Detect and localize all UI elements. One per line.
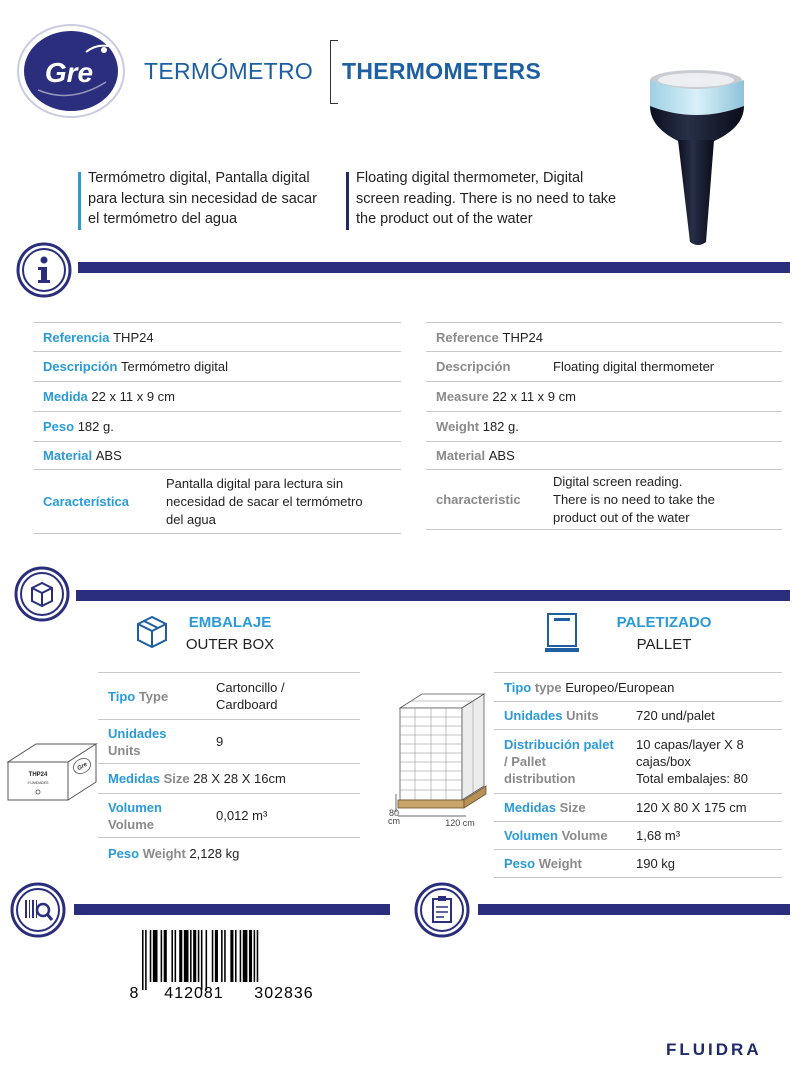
spec-value: Floating digital thermometer: [553, 359, 715, 374]
barcode-bar: [230, 930, 233, 982]
pallet-row-peso: [494, 850, 782, 878]
spec-row-referencia: [33, 322, 401, 352]
box-row-volumen: [98, 794, 360, 838]
box-value-line: Cartoncillo /: [216, 680, 285, 695]
box-label: [108, 799, 216, 833]
box-label-es: Peso: [108, 845, 140, 861]
intro-es-line: el termómetro del agua: [88, 211, 238, 227]
barcode-bars: [142, 930, 258, 990]
barcode-bar: [212, 930, 214, 982]
intro-en-line: the product out of the water: [356, 211, 533, 227]
pallet-value-line: 10 capas/layer X 8: [636, 737, 744, 752]
pallet-value: [636, 736, 748, 787]
barcode-bar: [198, 930, 200, 982]
intro-es-line: Termómetro digital, Pantalla digital: [88, 170, 310, 186]
spec-row-description: [426, 352, 782, 382]
barcode-bar: [171, 930, 173, 982]
barcode-bar: [257, 930, 259, 982]
barcode-bar: [249, 930, 252, 982]
notes-section-bar: [478, 904, 790, 915]
barcode-bar: [179, 930, 182, 982]
outer-box-units-label: 9 UNIDADES: [27, 781, 49, 785]
outer-box-title: [160, 612, 300, 656]
barcode-bar: [235, 930, 237, 982]
specs-en-table: [426, 322, 782, 530]
pallet-label-es: Unidades: [504, 708, 563, 723]
box-label-en: Size: [163, 771, 190, 786]
box-value-line: Cardboard: [216, 697, 278, 712]
pallet-label-en: Units: [566, 708, 599, 723]
barcode-bar: [206, 930, 208, 990]
spec-value: THP24: [502, 329, 543, 345]
spec-value: ABS: [95, 448, 122, 463]
box-value: 9: [216, 734, 224, 749]
pallet-row-tipo: [494, 672, 782, 702]
spec-value: 22 x 11 x 9 cm: [492, 389, 576, 404]
ean13-barcode: [128, 928, 338, 1002]
barcode-bar: [243, 930, 248, 982]
pallet-value: 1,68 m³: [636, 828, 681, 843]
pallet-label: [504, 855, 636, 872]
barcode-bar: [145, 930, 147, 990]
pallet-title-en: PALLET: [636, 636, 692, 653]
barcode-bar: [175, 930, 177, 982]
spec-row-weight: [426, 412, 782, 442]
pallet-label-en: distribution: [504, 771, 576, 786]
spec-label: characteristic: [436, 492, 521, 507]
barcode-bar: [254, 930, 256, 982]
barcode-bar: [142, 930, 144, 990]
spec-label: Peso: [43, 419, 75, 434]
box-label-en: Weight: [142, 845, 186, 861]
pallet-row-distribucion: [494, 730, 782, 794]
spec-value: 22 x 11 x 9 cm: [91, 389, 175, 404]
barcode-bar: [201, 930, 203, 990]
intro-en: [346, 168, 636, 230]
intro-en-line: screen reading. There is no need to take: [356, 190, 617, 207]
pallet-label-es: Medidas: [504, 800, 557, 815]
spec-label: Material: [436, 448, 486, 463]
spec-row-material: [33, 442, 401, 470]
title-bracket: [330, 40, 338, 104]
pallet-title: [594, 612, 734, 656]
packaging-section-bar: [76, 590, 790, 601]
barcode-bar: [190, 930, 192, 982]
barcode-right-group: 302836: [254, 985, 314, 1002]
box-label-en: Volume: [108, 816, 154, 832]
barcode-first-digit: 8: [129, 985, 139, 1002]
spec-value-line: product out of the water: [553, 509, 690, 525]
spec-value-line: Pantalla digital para lectura sin: [166, 475, 344, 491]
box-row-medidas: [98, 764, 360, 794]
spec-value-line: necesidad de sacar el termómetro: [166, 493, 363, 509]
intro-es: [78, 168, 338, 230]
box-value: 28 X 28 X 16cm: [193, 771, 286, 786]
box-label-en: Units: [108, 742, 141, 758]
pallet-value: 190 kg: [636, 856, 676, 871]
pallet-icon: [542, 610, 582, 656]
pallet-label-en: Weight: [538, 856, 582, 871]
title-es: TERMÓMETRO: [144, 58, 314, 84]
box-row-unidades: [98, 720, 360, 764]
pallet-label: [504, 799, 636, 816]
barcode-bar: [184, 930, 189, 982]
spec-label: Descripción: [43, 359, 118, 374]
outer-box-code: THP24: [28, 772, 48, 778]
pallet-label-en: Size: [559, 800, 586, 815]
pallet-label-es: Volumen: [504, 828, 558, 843]
pallet-label-en: type: [534, 679, 562, 695]
box-label-es: Unidades: [108, 725, 167, 741]
barcode-section-bar: [74, 904, 390, 915]
pallet-dim-width: 120 cm: [445, 818, 475, 828]
box-value: 0,012 m³: [216, 808, 268, 823]
spec-label: Reference: [436, 329, 499, 345]
spec-row-caracteristica: [33, 470, 401, 534]
barcode-bar: [153, 930, 158, 982]
intro-en-line: Floating digital thermometer, Digital: [356, 170, 584, 186]
spec-value: ABS: [488, 448, 515, 463]
spec-row-descripcion: [33, 352, 401, 382]
fluidra-brand: FLUIDRA: [666, 1040, 762, 1059]
barcode-left-group: 412081: [164, 985, 224, 1002]
pallet-value-line: cajas/box: [636, 754, 691, 769]
pallet-value: 720 und/palet: [636, 708, 715, 723]
barcode-bar: [215, 930, 218, 982]
box-row-peso: [98, 838, 360, 868]
outer-box-title-es: EMBALAJE: [188, 614, 272, 631]
spec-value: [553, 473, 715, 527]
spec-label: Característica: [43, 494, 129, 509]
box-label-en: Type: [138, 688, 169, 704]
outer-box-illustration: [4, 724, 104, 802]
spec-value-line: del agua: [166, 511, 216, 527]
pallet-value-line: Total embalajes: 80: [636, 771, 749, 786]
spec-value: Termómetro digital: [121, 359, 228, 374]
pallet-table: [494, 672, 782, 878]
spec-label: Material: [43, 448, 93, 463]
pallet-dim-depth: 80: [388, 808, 400, 818]
info-section-bar: [78, 262, 790, 273]
spec-value-line: Digital screen reading.: [553, 473, 683, 489]
spec-row-medida: [33, 382, 401, 412]
spec-label: Weight: [436, 419, 480, 434]
pallet-illustration: [384, 690, 494, 830]
pallet-label: [504, 707, 636, 724]
spec-label: Descripción: [436, 359, 511, 374]
barcode-search-icon: [10, 882, 66, 938]
gre-logo-text: Gre: [44, 57, 94, 88]
box-value: 2,128 kg: [189, 845, 240, 861]
pallet-row-medidas: [494, 794, 782, 822]
outer-box-logo: Gre: [76, 761, 89, 773]
pallet-label-es: Peso: [504, 856, 536, 871]
pallet-row-volumen: [494, 822, 782, 850]
spec-row-reference: [426, 322, 782, 352]
barcode-bar: [224, 930, 226, 982]
info-icon: [16, 242, 72, 298]
barcode-bar: [150, 930, 152, 982]
pallet-title-es: PALETIZADO: [616, 614, 712, 631]
product-thermometer-image: [640, 66, 760, 250]
pallet-label: [504, 736, 636, 787]
spec-label: Medida: [43, 389, 88, 404]
specs-es-table: [33, 322, 401, 534]
outer-box-table: [98, 672, 360, 868]
pallet-label-en: / Pallet: [504, 754, 546, 769]
spec-value: 182 g.: [482, 419, 519, 434]
box-value: [216, 679, 285, 713]
barcode-bar: [221, 930, 223, 982]
spec-value: 182 g.: [77, 419, 114, 434]
spec-label: Measure: [436, 389, 489, 404]
spec-value: [166, 475, 363, 529]
intro-es-line: para lectura sin necesidad de sacar: [88, 190, 317, 207]
box-row-tipo: [98, 672, 360, 720]
clipboard-icon: [414, 882, 470, 938]
pallet-label: [504, 827, 636, 844]
barcode-bar: [161, 930, 163, 982]
spec-row-material-en: [426, 442, 782, 470]
pallet-label-es: Tipo: [504, 679, 532, 695]
gre-logo: [16, 22, 126, 120]
spec-value: THP24: [113, 329, 154, 345]
pallet-value: Europeo/European: [565, 679, 675, 695]
box-section-icon: [14, 566, 70, 622]
pallet-row-unidades: [494, 702, 782, 730]
box-label-es: Medidas: [108, 771, 161, 786]
spec-value-line: There is no need to take the: [553, 491, 715, 507]
spec-row-measure: [426, 382, 782, 412]
box-label: [108, 725, 216, 759]
barcode-bar: [193, 930, 196, 982]
spec-row-peso: [33, 412, 401, 442]
spec-label: Referencia: [43, 329, 110, 345]
box-label-es: Volumen: [108, 799, 162, 815]
barcode-bar: [240, 930, 242, 982]
box-label: [108, 688, 216, 705]
barcode-bar: [164, 930, 167, 982]
pallet-dim-depth-unit: cm: [388, 816, 400, 826]
box-label-es: Tipo: [108, 688, 136, 704]
pallet-value: 120 X 80 X 175 cm: [636, 800, 747, 815]
pallet-label-en: Volume: [561, 828, 608, 843]
outer-box-title-en: OUTER BOX: [185, 636, 275, 653]
pallet-label-es: Distribución palet: [504, 737, 614, 752]
title-en: THERMOMETERS: [342, 58, 542, 84]
spec-row-characteristic: [426, 470, 782, 530]
